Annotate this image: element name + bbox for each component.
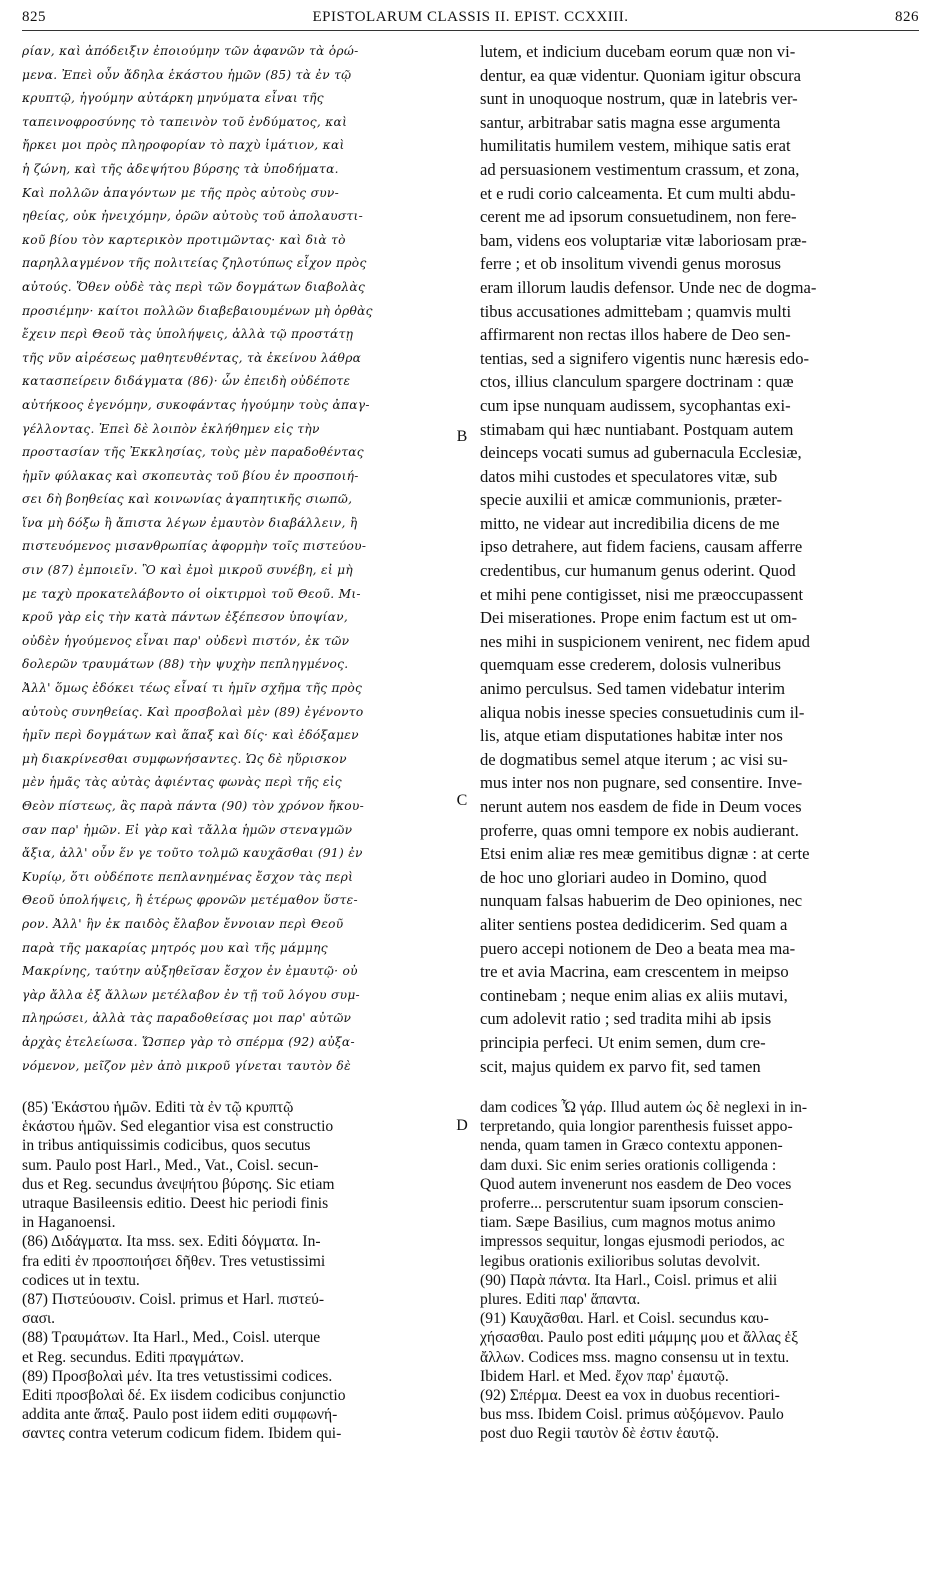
footnote-line: in Haganoensi. — [22, 1214, 116, 1232]
latin-text-line: eram illorum laudis defensor. Unde nec de dogma- — [480, 277, 817, 297]
greek-text-line: πληρώσει, ἀλλὰ τὰς παραδοθείσας μοι παρ' αὐτῶν — [22, 1011, 352, 1026]
greek-text-line: γέλλοντας. Ἐπεὶ δὲ λοιπὸν ἐκλήθημεν εἰς τὴν — [22, 421, 320, 436]
footnote-line: in tribus antiquissimis codicibus, quos secutus — [22, 1137, 311, 1155]
latin-text-line: dentur, ea quæ videntur. Quoniam igitur obscura — [480, 65, 802, 85]
footnote-line: (87) Πιστεύουσιν. Coisl. primus et Harl. πιστεύ- — [22, 1291, 325, 1309]
latin-text-line: de hoc uno gloriari audeo in Domino, quod — [480, 867, 767, 887]
footnotes-right-column — [480, 1098, 920, 1444]
running-header — [22, 6, 919, 28]
footnote-line: dus et Reg. secundus ἀνεψήτου βύρσης. Sic etiam — [22, 1175, 335, 1193]
greek-text-line: οὐδὲν ἡγούμενος εἶναι παρ' οὐδενὶ πιστόν, ἐκ τῶν — [22, 633, 350, 648]
latin-text-line: lutem, et indicium ducebam eorum quæ non vi- — [480, 42, 796, 61]
latin-text-line: scit, majus quidem ex parvo fit, sed tamen — [480, 1056, 761, 1076]
greek-text-line: μενα. Ἐπεὶ οὖν ἄδηλα ἑκάστου ἡμῶν (85) τὰ ἐν τῷ — [22, 67, 352, 82]
greek-text-line: μὴ διακρίνεσθαι συμφωνήσαντες. Ὡς δὲ ηὕρισκον — [22, 751, 347, 766]
greek-text-line: Ἀλλ' ὅμως ἐδόκει τέως εἶναί τι ἡμῖν σχῆμα τῆς πρὸς — [22, 681, 363, 696]
footnote-line: σαντες contra veterum codicum fidem. Ibidem qui- — [22, 1425, 342, 1443]
footnote-line: Quod autem invenerunt nos easdem de Deo voces — [480, 1175, 792, 1193]
greek-text-line: παρὰ τῆς μακαρίας μητρός μου καὶ τῆς μάμμης — [22, 940, 328, 955]
latin-text-line: tibus accusationes admittebam ; quamvis multi — [480, 301, 792, 321]
footnote-line: σασι. — [22, 1310, 56, 1328]
footnote-line: (88) Τραυμάτων. Ita Harl., Med., Coisl. uterque — [22, 1329, 321, 1347]
greek-text-line: ἡ ζώνη, καὶ τῆς ἀδεψήτου βύρσης τὰ ὑποδήματα. — [22, 161, 339, 176]
greek-text-line: ἀρχὰς ἐτελείωσα. Ὥσπερ γὰρ τὸ σπέρμα (92) αὐξα- — [22, 1034, 355, 1049]
greek-text-line: αὐτοὺς συνηθείας. Καὶ προσβολαὶ μὲν (89) ἐγένοντο — [22, 704, 364, 719]
greek-text-line: σιν (87) ἐμποιεῖν. Ὃ καὶ ἐμοὶ μικροῦ συνέβη, εἰ μὴ — [22, 563, 353, 578]
latin-text-line: cum ipse nunquam audissem, sycophantas exi- — [480, 395, 791, 415]
footnote-line: plures. Editi παρ' ἅπαντα. — [480, 1291, 641, 1309]
footnotes-left-column — [22, 1098, 462, 1444]
footnote-line: (90) Παρὰ πάντα. Ita Harl., Coisl. primus et alii — [480, 1271, 778, 1289]
footnote-line: addita ante ἅπαξ. Paulo post iidem editi συμφωνή- — [22, 1406, 338, 1424]
greek-text-line: ἤρκει μοι πρὸς πληροφορίαν τὸ παχὺ ἱμάτιον, καὶ — [22, 138, 345, 153]
footnote-line: Ibidem Harl. et Med. ἔχον παρ' ἐμαυτῷ. — [480, 1367, 729, 1385]
greek-text-line: τῆς νῦν αἱρέσεως μαθητευθέντας, τὰ ἐκείνου λάθρα — [22, 350, 362, 365]
greek-text-line: Θεὸν πίστεως, ἃς παρὰ πάντα (90) τὸν χρόνον ἤκου- — [22, 799, 365, 813]
greek-text-line: ρίαν, καὶ ἀπόδειξιν ἐποιούμην τῶν ἀφανῶν τὰ ὁρώ- — [22, 44, 359, 58]
greek-text-line: κροῦ γὰρ εἰς τὴν κατὰ πάντων ἐξέπεσον ὑποψίαν, — [22, 610, 349, 625]
header-rule — [22, 30, 919, 31]
latin-text-line: ad persuasionem vestimentum crassum, et zona, — [480, 159, 800, 179]
greek-text-line: Καὶ πολλῶν ἀπαγόντων με τῆς πρὸς αὐτοὺς συν- — [22, 185, 340, 200]
latin-text-line: aliqua nobis inesse species consuetudinis cum il- — [480, 702, 805, 722]
latin-text-line: ctos, illius clanculum spargere doctrinam : quæ — [480, 372, 794, 392]
latin-text-line: sunt in unoquoque nostrum, quæ in latebris ver- — [480, 89, 798, 109]
greek-text-line: δολερῶν τραυμάτων (88) τὴν ψυχὴν πεπληγμένος. — [22, 657, 349, 672]
latin-text-line: principia perfeci. Ut enim semen, dum cre- — [480, 1032, 766, 1052]
latin-text-line: mitto, ne videar aut incredibilia dicens de me — [480, 513, 780, 533]
latin-text-line: proferre, quas omni tempore ex nobis audierant. — [480, 820, 799, 840]
footnote-line: tiam. Sæpe Basilius, cum magnos motus animo — [480, 1214, 776, 1232]
greek-text-line: ρον. Ἀλλ' ἣν ἐκ παιδὸς ἔλαβον ἔννοιαν περὶ Θεοῦ — [22, 916, 344, 931]
greek-text-line: αὐτήκοος ἐγενόμην, συκοφάντας ἡγούμην τοὺς ἀπαγ- — [22, 397, 370, 412]
greek-text-line: Θεοῦ ὑπολήψεις, ἢ ἑτέρως φρονῶν μετέμαθον ὕστε- — [22, 893, 358, 908]
footnote-line: ἄλλων. Codices mss. magno consensu ut in textu. — [480, 1348, 790, 1366]
greek-text-line: κατασπείρειν διδάγματα (86)· ὧν ἐπειδὴ οὐδέποτε — [22, 374, 351, 389]
greek-text-line: προσιέμην· καίτοι πολλῶν διαβεβαιουμένων μὴ ὀρθὰς — [22, 303, 373, 318]
greek-text-line: Κυρίῳ, ὅτι οὐδέποτε πεπλανημένας ἔσχον τὰς περὶ — [22, 869, 354, 884]
latin-text-line: credentibus, cur humanum genus oderint. Quod — [480, 561, 796, 581]
greek-text-line: πιστευόμενος μισανθρωπίας ἀφορμὴν τοῖς πιστεύου- — [22, 539, 367, 554]
latin-text-line: cum adolevit ratio ; sed tradita mihi ab ipsis — [480, 1009, 772, 1029]
latin-text-line: cerent me ad ipsorum consuetudinem, non fere- — [480, 207, 797, 227]
footnote-line: sum. Paulo post Harl., Med., Vat., Coisl. secun- — [22, 1156, 319, 1174]
footnote-line: et Reg. secundus. Editi πραγμάτων. — [22, 1348, 244, 1366]
footnote-line: impressos sequitur, longas ejusmodi periodos, ac — [480, 1233, 785, 1251]
latin-text-line: nes mihi in suspicionem venirent, nec fidem apud — [480, 631, 810, 651]
footnote-line: ἑκάστου ἡμῶν. Sed elegantior visa est constructio — [22, 1118, 334, 1136]
latin-text-line: aliter sentiens postea dedidicerim. Sed quam a — [480, 914, 788, 934]
footnote-line: Editi προσβολαὶ δέ. Ex iisdem codicibus conjunctio — [22, 1387, 346, 1405]
latin-text-line: lis, atque etiam disputationes habitæ inter nos — [480, 726, 783, 746]
latin-text-column — [480, 40, 920, 1078]
latin-text-line: deinceps vocati sumus ad gubernacula Ecclesiæ, — [480, 443, 802, 463]
greek-text-line: μὲν ἡμᾶς τὰς αὐτὰς ἀφιέντας φωνὰς περὶ τῆς εἰς — [22, 775, 342, 790]
greek-text-line: Μακρίνης, ταύτην αὐξηθεῖσαν ἔσχον ἐν ἐμαυτῷ· οὐ — [22, 964, 358, 979]
footnote-line: (86) Διδάγματα. Ita mss. sex. Editi δόγματα. In- — [22, 1233, 321, 1251]
right-page-number: 826 — [895, 8, 919, 25]
greek-text-line: παρηλλαγμένον τῆς πολιτείας ζηλοτύπως εἶχον πρὸς — [22, 256, 367, 271]
latin-text-line: ferre ; et ob insolitum vivendi genus morosus — [480, 254, 781, 274]
latin-text-line: bam, videns eos voluptariæ vitæ laboriosam præ- — [480, 230, 807, 250]
footnote-line: fra editi ἐν προσποιήσει δῆθεν. Tres vetustissimi — [22, 1252, 326, 1270]
greek-text-line: νόμενον, μεῖζον μὲν ἀπὸ μικροῦ γίνεται ταυτὸν δὲ — [22, 1058, 351, 1073]
greek-text-line: ἵνα μὴ δόξω ἢ ἄπιστα λέγων ἐμαυτὸν διαβάλλειν, ἢ — [22, 515, 358, 530]
latin-text-line: Dei miserationes. Prope enim factum est ut om- — [480, 608, 798, 628]
footnote-line: codices ut in textu. — [22, 1271, 140, 1289]
section-marker-c: C — [456, 792, 468, 809]
latin-text-line: continebam ; neque enim alias ex aliis mutavi, — [480, 985, 788, 1005]
footnote-line: (89) Προσβολαὶ μέν. Ita tres vetustissimi codices. — [22, 1367, 333, 1385]
greek-text-line: αὐτούς. Ὅθεν οὐδὲ τὰς περὶ τῶν δογμάτων διαβολὰς — [22, 279, 366, 294]
latin-text-line: humilitatis humilem vestem, mihique satis erat — [480, 136, 791, 156]
section-marker-d: D — [456, 1117, 468, 1134]
greek-text-line: σει δὴ βοηθείας καὶ κοινωνίας ἀγαπητικῆς σιωπῶ, — [22, 492, 353, 507]
latin-text-line: nerunt autem nos easdem de fide in Deum voces — [480, 797, 802, 816]
latin-text-line: nunquam falsas habuerim de Deo opiniones, nec — [480, 891, 803, 911]
footnote-line: dam duxi. Sic enim series orationis colligenda : — [480, 1156, 777, 1174]
greek-text-line: ἔχειν περὶ Θεοῦ τὰς ὑπολήψεις, ἀλλὰ τῷ προστάτῃ — [22, 327, 354, 342]
footnote-line: χήσασθαι. Paulo post editi μάμμης μου et ἄλλας ἐξ — [480, 1329, 799, 1347]
footnote-line: nenda, quam tamen in Græco contextu apponen- — [480, 1137, 783, 1155]
footnote-line: utraque Basileensis editio. Deest hic periodi finis — [22, 1195, 329, 1213]
latin-text-line: et e rudi corio calceamenta. Et cum multi abdu- — [480, 183, 796, 203]
footnote-line: (85) Ἑκάστου ἡμῶν. Editi τὰ ἐν τῷ κρυπτῷ — [22, 1099, 294, 1116]
greek-text-line: προστασίαν τῆς Ἐκκλησίας, τοὺς μὲν παραδοθέντας — [22, 445, 364, 460]
footnote-line: bus mss. Ibidem Coisl. primus αὐξόμενον. Paulo — [480, 1406, 784, 1424]
latin-text-line: santur, arbitrabar satis magna esse argumenta — [480, 112, 781, 132]
latin-text-line: animo perculsus. Sed tamen videbatur interim — [480, 679, 786, 699]
latin-text-line: ipso detrahere, aut fidem faciens, causam afferre — [480, 537, 803, 557]
greek-text-line: ταπεινοφροσύνης τὸ ταπεινὸν τοῦ ἐνδύματος, καὶ — [22, 114, 348, 129]
latin-text-line: tentias, sed a signifero vigentis nunc hæresis edo- — [480, 348, 810, 368]
latin-text-line: de dogmatibus semel atque iterum ; ac visi su- — [480, 749, 788, 769]
footnote-line: terpretando, quia longior parenthesis fuisset appo- — [480, 1118, 793, 1136]
section-marker-b: B — [456, 428, 468, 445]
left-page-number: 825 — [22, 8, 46, 25]
greek-text-line: ἡμῖν περὶ δογμάτων καὶ ἅπαξ καὶ δίς· καὶ ἐδόξαμεν — [22, 728, 359, 743]
greek-text-line: κοῦ βίου τὸν καρτερικὸν προτιμῶντας· καὶ διὰ τὸ — [22, 232, 346, 247]
greek-text-line: ηθείας, οὐκ ἠνειχόμην, ὁρῶν αὐτοὺς τοῦ ἀπολαυστι- — [22, 209, 364, 224]
running-title: EPISTOLARUM CLASSIS II. EPIST. CCXXIII. — [312, 8, 629, 25]
latin-text-line: stimabam qui hæc nuntiabant. Postquam autem — [480, 419, 794, 439]
footnote-line: post duo Regii ταυτὸν δὲ ἐστιν ἑαυτῷ. — [480, 1425, 720, 1443]
footnote-line: proferre... perscrutentur suam ipsorum conscien- — [480, 1195, 784, 1213]
greek-text-line: γὰρ ἄλλα ἐξ ἄλλων μετέλαβον ἐν τῇ τοῦ λόγου συμ- — [22, 987, 360, 1002]
footnote-line: legibus orationis exilioribus solutas devolvit. — [480, 1252, 761, 1270]
latin-text-line: Etsi enim aliæ res meæ gemitibus dignæ : at certe — [480, 844, 810, 864]
greek-text-line: ἡμῖν φύλακας καὶ σκοπευτὰς τοῦ βίου ἐν προσποιή- — [22, 468, 359, 483]
greek-text-line: με ταχὺ προκατελάβοντο οἱ οἰκτιρμοὶ τοῦ Θεοῦ. Μι- — [22, 586, 361, 601]
latin-text-line: affirmarent non rectas illos habere de Deo sen- — [480, 325, 791, 345]
latin-text-line: quemquam esse crederem, dolosis vulneribus — [480, 655, 781, 675]
footnote-line: dam codices Ὦ γάρ. Illud autem ὡς δὲ neglexi in in- — [480, 1099, 808, 1116]
greek-text-line: ἄξια, ἀλλ' οὖν ἕν γε τοῦτο τολμῶ καυχᾶσθαι (91) ἐν — [22, 846, 363, 861]
latin-text-line: datos mihi custodes et speculatores vitæ, sub — [480, 466, 778, 486]
greek-text-column — [22, 40, 462, 1078]
latin-text-line: et mihi pene contigisset, nisi me præoccupassent — [480, 584, 804, 604]
footnote-line: (91) Καυχᾶσθαι. Harl. et Coisl. secundus καυ- — [480, 1310, 769, 1328]
footnote-line: (92) Σπέρμα. Deest ea vox in duobus recentiori- — [480, 1387, 780, 1405]
greek-text-line: σαν παρ' ἡμῶν. Εἰ γὰρ καὶ τἄλλα ἡμῶν στεναγμῶν — [22, 822, 353, 837]
latin-text-line: tre et avia Macrina, eam crescentem in meipso — [480, 962, 789, 982]
latin-text-line: specie auxilii et amicæ communionis, præter- — [480, 490, 782, 510]
latin-text-line: puero accepi notionem de Deo a beata mea ma- — [480, 938, 796, 958]
greek-text-line: κρυπτῷ, ἡγούμην αὐτάρκη μηνύματα εἶναι τῆς — [22, 91, 324, 106]
latin-text-line: mus inter nos non pugnare, sed consentire. Inve- — [480, 773, 803, 793]
